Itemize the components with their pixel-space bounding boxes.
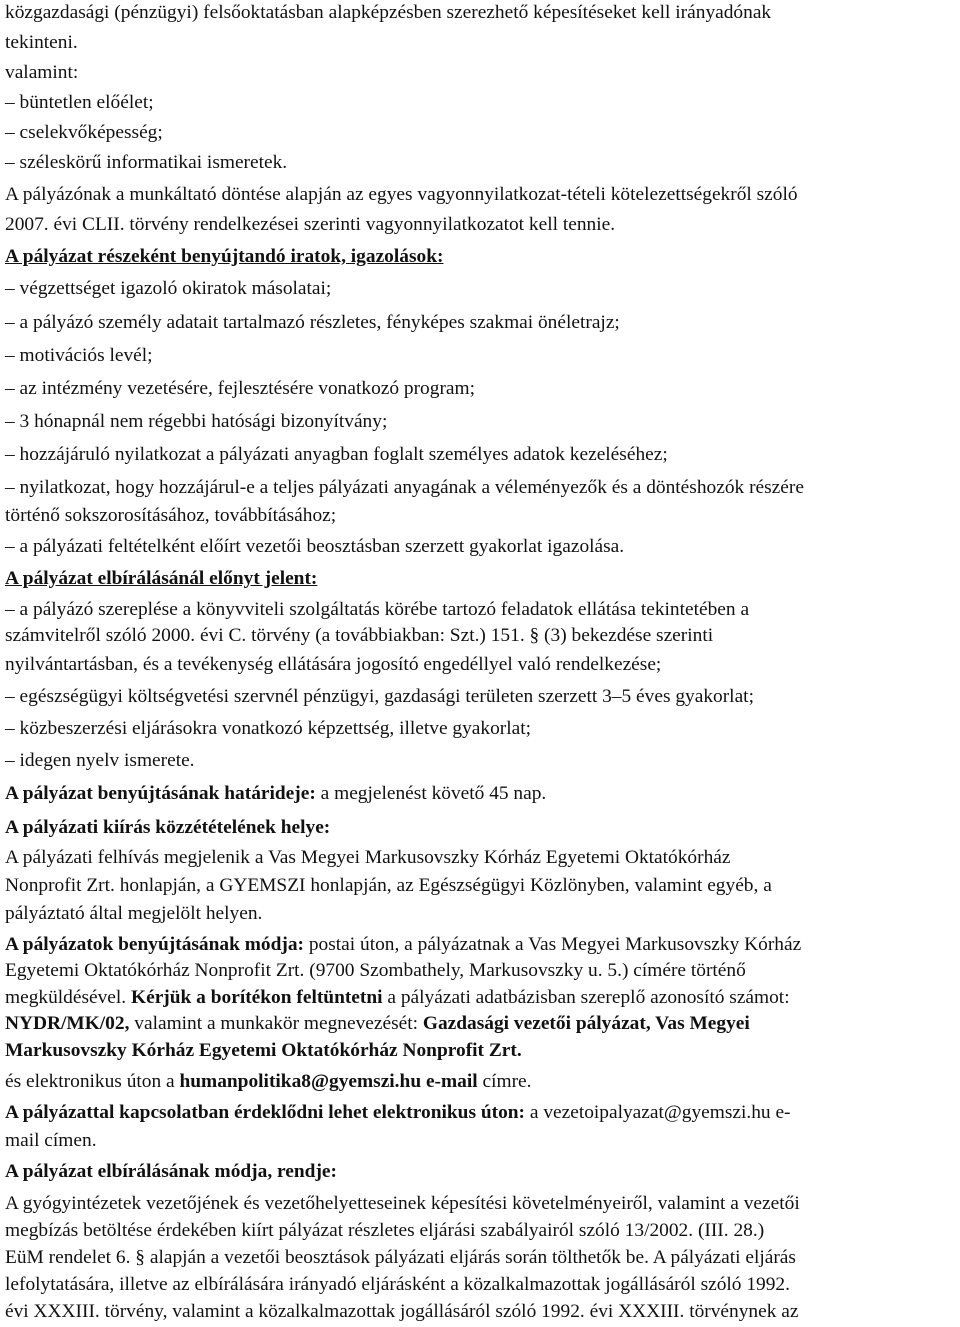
submission-text: postai úton, a pályázatnak a Vas Megyei Markusovszky Kórház bbox=[303, 934, 802, 955]
text-line: tekinteni. bbox=[5, 32, 78, 53]
text-line bbox=[5, 986, 790, 1010]
deadline-paragraph bbox=[5, 782, 546, 806]
list-item: – büntetlen előélet; bbox=[5, 92, 154, 113]
section-heading: A pályázat részeként benyújtandó iratok, igazolások: bbox=[5, 246, 444, 267]
text-span: megküldésével. bbox=[5, 987, 132, 1008]
list-item: – az intézmény vezetésére, fejlesztésére vonatkozó program; bbox=[5, 378, 475, 399]
text-line: A gyógyintézetek vezetőjének és vezetőhelyetteseinek képesítési követelményeiről, valamint a vezetői bbox=[5, 1193, 800, 1214]
inquiry-paragraph bbox=[5, 1101, 791, 1125]
section-heading: A pályázat elbírálásának módja, rendje: bbox=[5, 1161, 337, 1182]
text-line: számvitelről szóló 2000. évi C. törvény (a továbbiakban: Szt.) 151. § (3) bekezdése szerinti bbox=[5, 625, 714, 646]
envelope-instruction: Kérjük a borítékon feltüntetni bbox=[131, 987, 383, 1008]
reference-number: NYDR/MK/02, bbox=[5, 1013, 130, 1034]
text-line: 2007. évi CLII. törvény rendelkezései szerinti vagyonnyilatkozatot kell tennie. bbox=[5, 214, 616, 235]
text-line: évi XXXIII. törvény, valamint a közalkalmazottak jogállásáról szóló 1992. évi XXXIII. törvénynek az bbox=[5, 1301, 799, 1322]
email-address: humanpolitika8@gyemszi.hu e-mail bbox=[179, 1071, 478, 1092]
deadline-heading: A pályázat benyújtásának határideje: bbox=[5, 783, 316, 804]
list-item: – idegen nyelv ismerete. bbox=[5, 750, 195, 771]
text-line: Nonprofit Zrt. honlapján, a GYEMSZI honlapján, az Egészségügyi Közlönyben, valamint egyéb, a bbox=[5, 875, 772, 896]
text-line: A pályázónak a munkáltató döntése alapján az egyes vagyonnyilatkozat-tételi kötelezettségekről szóló bbox=[5, 184, 798, 205]
section-heading: A pályázat elbírálásánál előnyt jelent: bbox=[5, 568, 318, 589]
text-line: történő sokszorosításához, továbbításához; bbox=[5, 505, 337, 526]
text-line: EüM rendelet 6. § alapján a vezetői beosztások pályázati eljárás során tölthetők be. A pályázati eljárás bbox=[5, 1247, 796, 1268]
text-span: címre. bbox=[477, 1071, 532, 1092]
position-title-cont: Markusovszky Kórház Egyetemi Oktatókórház Nonprofit Zrt. bbox=[5, 1040, 522, 1061]
text-line bbox=[5, 1070, 531, 1094]
text-span: és elektronikus úton a bbox=[5, 1071, 180, 1092]
text-line: megbízás betöltése érdekében kiírt pályázat részletes eljárási szabályairól szóló 13/2002. (III. 28.) bbox=[5, 1220, 765, 1241]
list-item: – végzettséget igazoló okiratok másolatai; bbox=[5, 278, 332, 299]
list-item: – hozzájáruló nyilatkozat a pályázati anyagban foglalt személyes adatok kezeléséhez; bbox=[5, 444, 668, 465]
list-item: – a pályázó szereplése a könyvviteli szolgáltatás körébe tartozó feladatok ellátása tekintetében a bbox=[5, 599, 750, 620]
list-item: – nyilatkozat, hogy hozzájárul-e a teljes pályázati anyagának a véleményezők és a döntéshozók részére bbox=[5, 477, 804, 498]
list-item: – egészségügyi költségvetési szervnél pénzügyi, gazdasági területen szerzett 3–5 éves gyakorlat; bbox=[5, 686, 754, 707]
text-line bbox=[5, 1012, 750, 1036]
list-item: – 3 hónapnál nem régebbi hatósági bizonyítvány; bbox=[5, 411, 388, 432]
list-item: – cselekvőképesség; bbox=[5, 122, 163, 143]
text-line: közgazdasági (pénzügyi) felsőoktatásban alapképzésben szerezhető képesítéseket kell irányadónak bbox=[5, 2, 772, 23]
text-span: a pályázati adatbázisban szereplő azonosító számot: bbox=[382, 987, 790, 1008]
text-line: valamint: bbox=[5, 62, 79, 83]
list-item: – széleskörű informatikai ismeretek. bbox=[5, 152, 288, 173]
text-line: mail címen. bbox=[5, 1130, 97, 1151]
deadline-text: a megjelenést követő 45 nap. bbox=[315, 783, 547, 804]
text-line: nyilvántartásban, és a tevékenység ellátására jogosító engedéllyel való rendelkezése; bbox=[5, 654, 662, 675]
text-line: lefolytatására, illetve az elbírálására irányadó eljárásként a közalkalmazottak jogállásáról szóló 1992. bbox=[5, 1274, 790, 1295]
submission-heading: A pályázatok benyújtásának módja: bbox=[5, 934, 304, 955]
inquiry-heading: A pályázattal kapcsolatban érdeklődni lehet elektronikus úton: bbox=[5, 1102, 526, 1123]
text-line: pályáztató által megjelölt helyen. bbox=[5, 903, 263, 924]
inquiry-text: a vezetoipalyazat@gyemszi.hu e- bbox=[525, 1102, 791, 1123]
text-line: A pályázati felhívás megjelenik a Vas Megyei Markusovszky Kórház Egyetemi Oktatókórház bbox=[5, 847, 731, 868]
text-line: Egyetemi Oktatókórház Nonprofit Zrt. (9700 Szombathely, Markusovszky u. 5.) címére történő bbox=[5, 960, 746, 981]
position-title: Gazdasági vezetői pályázat, Vas Megyei bbox=[422, 1013, 750, 1034]
list-item: – a pályázati feltételként előírt vezetői beosztásban szerzett gyakorlat igazolása. bbox=[5, 536, 625, 557]
list-item: – közbeszerzési eljárásokra vonatkozó képzettség, illetve gyakorlat; bbox=[5, 718, 532, 739]
submission-paragraph bbox=[5, 933, 801, 957]
text-span: valamint a munkakör megnevezését: bbox=[129, 1013, 423, 1034]
list-item: – a pályázó személy adatait tartalmazó részletes, fényképes szakmai önéletrajz; bbox=[5, 312, 620, 333]
list-item: – motivációs levél; bbox=[5, 345, 153, 366]
section-heading: A pályázati kiírás közzétételének helye: bbox=[5, 817, 331, 838]
